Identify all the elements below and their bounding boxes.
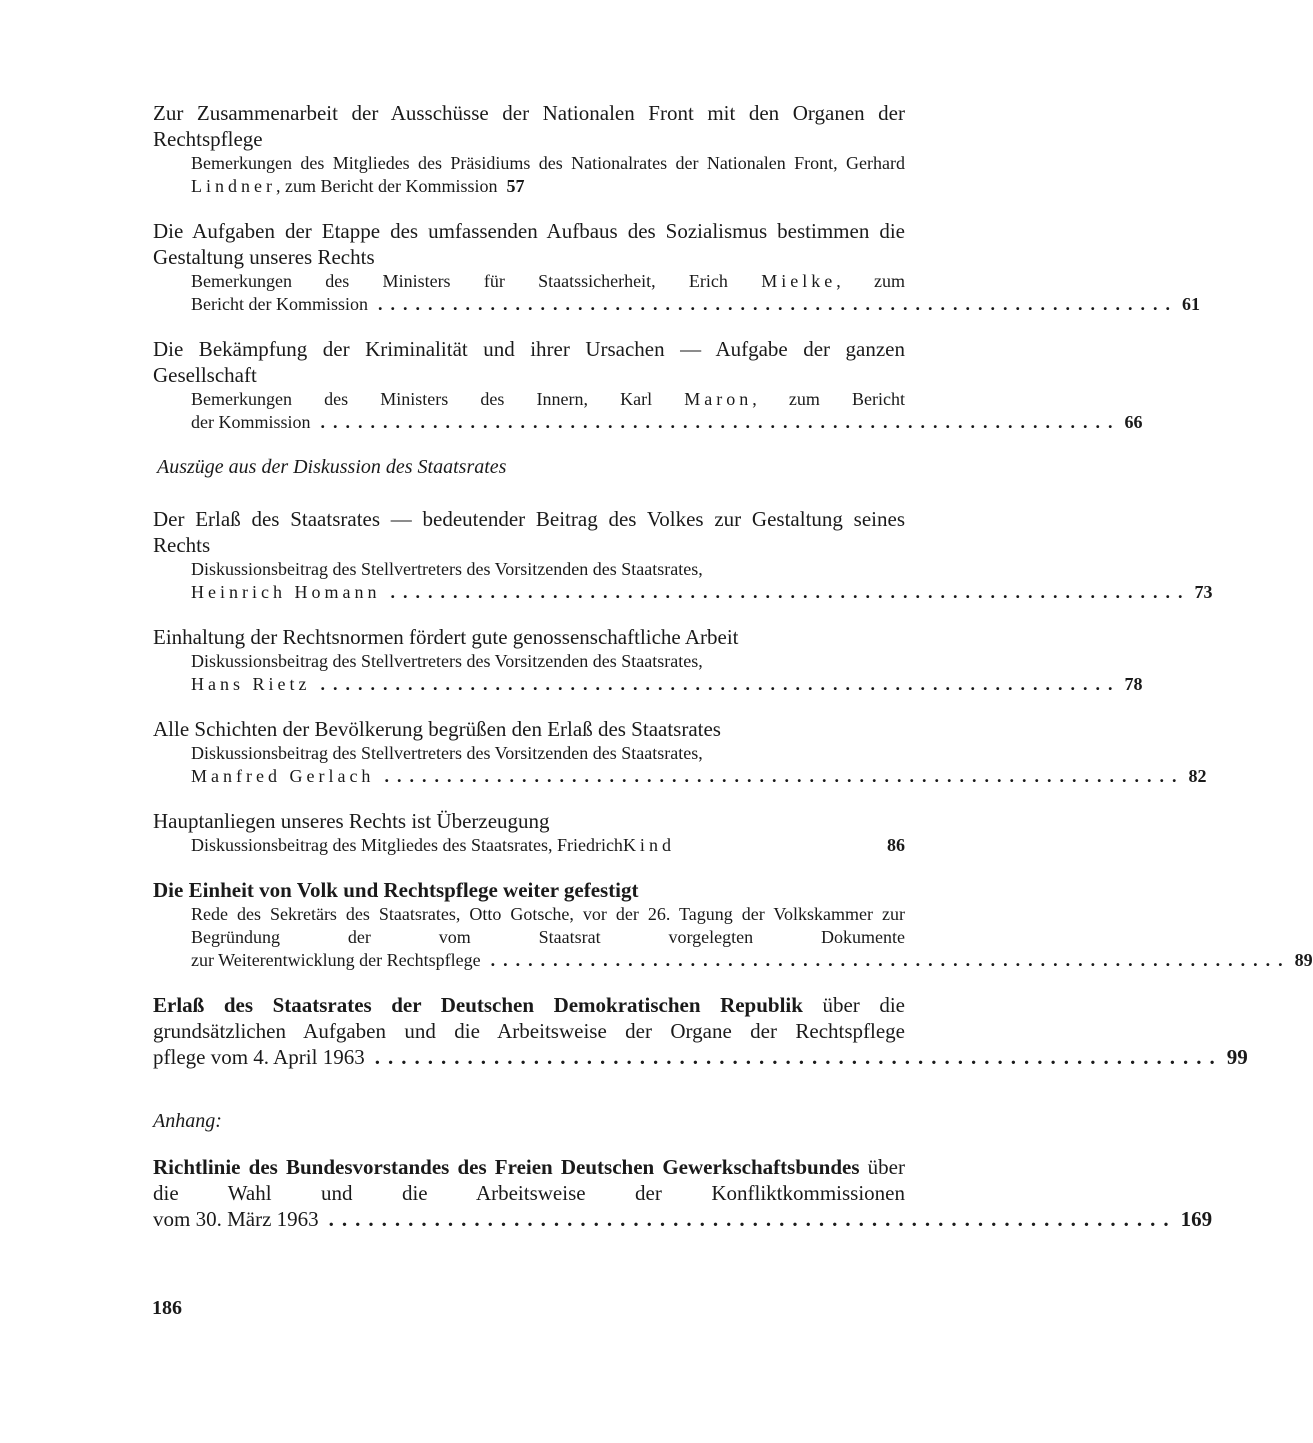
toc-entry-title: Einhaltung der Rechtsnormen fördert gute genossenschaftliche Arbeit: [153, 625, 739, 649]
person-name: Maron: [684, 389, 753, 409]
toc-entry-title: Die Aufgaben der Etappe des umfassenden Aufbaus des Sozialismus bestimmen die Gestaltung unseres Rechts: [153, 219, 905, 269]
leader-dots: ................................................................: [320, 674, 1121, 694]
toc-entry-description: [153, 270, 1200, 316]
leader-dots: ................................................................: [390, 582, 1191, 602]
person-name: Heinrich Homann: [191, 582, 381, 602]
toc-entry-description: [153, 834, 905, 857]
title-bold: Erlaß des Staatsrates der Deutschen Demokratischen Republik: [153, 993, 803, 1017]
desc-text: , zum Bericht der Kommission: [275, 176, 498, 196]
toc-entry-title: Hauptanliegen unseres Rechts ist Überzeugung: [153, 809, 550, 833]
leader-dots: ................................................................: [377, 294, 1178, 314]
person-name: Mielke: [761, 271, 837, 291]
toc-entry-description: [153, 650, 1143, 696]
page-ref: 73: [1194, 582, 1213, 602]
title-bold: Richtlinie des Bundesvorstandes des Freien Deutschen Gewerkschaftsbundes: [153, 1155, 860, 1179]
toc-entry-title: Zur Zusammenarbeit der Ausschüsse der Nationalen Front mit den Organen der Rechtspflege: [153, 101, 905, 151]
toc-entry: [153, 1154, 1213, 1232]
page-ref: 86: [887, 835, 905, 855]
title-text: über die Wahl und die Arbeitsweise der Konfliktkommissionen: [153, 1155, 905, 1205]
person-name: Manfred Gerlach: [191, 766, 375, 786]
page-number: 186: [152, 1297, 182, 1319]
person-name: Lindner: [191, 176, 276, 196]
leader-dots: ................................................................: [384, 766, 1185, 786]
section-heading: Auszüge aus der Diskussion des Staatsrates: [157, 456, 507, 478]
toc-entry: [153, 336, 1143, 434]
desc-text: Bemerkungen des Ministers des Innern, Karl: [191, 389, 685, 409]
desc-text: Diskussionsbeitrag des Mitgliedes des Staatsrates, Friedrich: [191, 835, 623, 855]
desc-text: , zum Bericht: [752, 389, 905, 409]
toc-entry-description: [153, 903, 1313, 972]
appendix-heading: Anhang:: [153, 1110, 222, 1132]
toc-entry: [153, 992, 1248, 1070]
desc-text: Bemerkungen des Mitgliedes des Präsidiums des Nationalrates der Nationalen Front, Gerhard: [191, 153, 905, 173]
leader-dots: ................................................................: [328, 1207, 1177, 1231]
toc-entry: [153, 877, 1313, 972]
toc-entry-description: [153, 558, 1213, 604]
page-ref: 57: [506, 176, 525, 196]
page-ref: 82: [1188, 766, 1207, 786]
desc-text: Diskussionsbeitrag des Stellvertreters des Vorsitzenden des Staatsrates,: [191, 743, 703, 763]
title-text: vom 30. März 1963: [153, 1207, 319, 1231]
page-ref: 78: [1124, 674, 1143, 694]
toc-entry: [153, 808, 905, 857]
page-ref: 169: [1180, 1207, 1213, 1231]
toc-entry: [153, 624, 1143, 696]
leader-dots: ................................................................: [490, 950, 1291, 970]
toc-entry: [153, 218, 1200, 316]
desc-text: Bemerkungen des Ministers für Staatssicherheit, Erich: [191, 271, 762, 291]
desc-text: Rede des Sekretärs des Staatsrates, Otto Gotsche, vor der 26. Tagung der Volkskammer zur Begründung der vom Staatsrat vorgelegten Dokumente: [191, 904, 905, 947]
leader-dots: ................................................................: [320, 412, 1121, 432]
toc-entry-description: [153, 742, 1207, 788]
page-ref: 99: [1226, 1045, 1248, 1069]
toc-entry-title: Die Einheit von Volk und Rechtspflege weiter gefestigt: [153, 878, 639, 902]
page-ref: 89: [1294, 950, 1313, 970]
toc-entry-description: [153, 152, 905, 198]
desc-text: Diskussionsbeitrag des Stellvertreters des Vorsitzenden des Staatsrates,: [191, 651, 703, 671]
desc-text: , zum: [836, 271, 905, 291]
title-text: pflege vom 4. April 1963: [153, 1045, 365, 1069]
toc-entry: [153, 716, 1207, 788]
page-ref: 61: [1181, 294, 1200, 314]
desc-text: zur Weiterentwicklung der Rechtspflege: [191, 950, 481, 970]
desc-text: Diskussionsbeitrag des Stellvertreters des Vorsitzenden des Staatsrates,: [191, 559, 703, 579]
toc-entry: [153, 100, 905, 198]
toc-entry-title: Alle Schichten der Bevölkerung begrüßen den Erlaß des Staatsrates: [153, 717, 721, 741]
leader-dots: ................................................................: [374, 1045, 1223, 1069]
desc-text: der Kommission: [191, 412, 311, 432]
desc-text: Bericht der Kommission: [191, 294, 368, 314]
person-name: Hans Rietz: [191, 674, 311, 694]
toc-entry: [153, 506, 1213, 604]
title-text: über die grundsätzlichen Aufgaben und die Arbeitsweise der Organe der Rechtspflege: [153, 993, 905, 1043]
table-of-contents: [153, 100, 1313, 1252]
toc-entry-title: Der Erlaß des Staatsrates — bedeutender Beitrag des Volkes zur Gestaltung seines Rechts: [153, 507, 905, 557]
toc-entry-title: [153, 992, 905, 1044]
person-name: Kind: [622, 835, 675, 855]
toc-entry-description: [153, 388, 1143, 434]
toc-entry-title: Die Bekämpfung der Kriminalität und ihrer Ursachen — Aufgabe der ganzen Gesellschaft: [153, 337, 905, 387]
page-ref: 66: [1124, 412, 1143, 432]
toc-entry-title: [153, 1154, 905, 1206]
